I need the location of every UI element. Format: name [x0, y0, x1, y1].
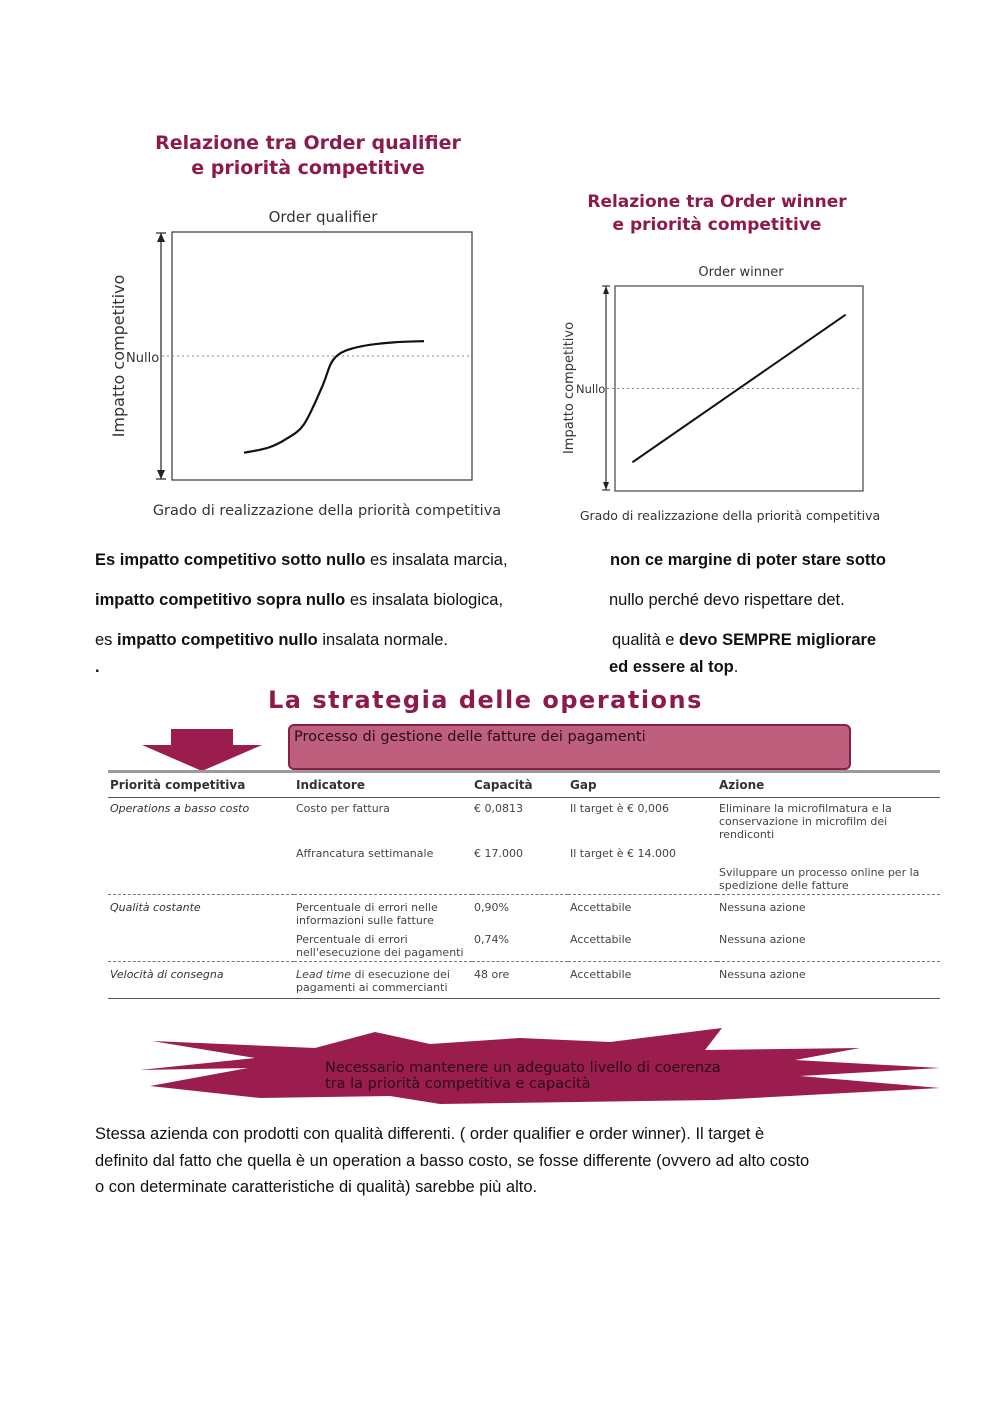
note-left-2-bold: impatto competitivo sopra nullo	[95, 591, 346, 609]
paragraph-line2: definito dal fatto che quella è un operation a basso costo, se fosse differente (ovvero ad alto costo	[95, 1151, 810, 1170]
chart1-title	[100, 131, 516, 181]
cell-action: Nessuna azione	[717, 895, 940, 930]
callout-line2: tra la priorità competitiva e capacità	[325, 1076, 591, 1092]
note-right-4-bold: ed essere al top	[609, 658, 734, 676]
chart1-x-axis-label: Grado di realizzazione della priorità competitiva	[152, 503, 502, 519]
cell-priority: Operations a basso costo	[110, 802, 250, 815]
note-right-3-bold: devo SEMPRE migliorare	[678, 631, 877, 649]
chart1-subtitle: Order qualifier	[268, 208, 378, 226]
cell-capacity: € 17.000	[474, 847, 523, 860]
callout-text	[325, 1060, 721, 1092]
note-left-1	[95, 549, 508, 571]
note-left-3-bold: impatto competitivo nullo	[117, 631, 318, 649]
note-right-2: nullo perché devo rispettare det.	[609, 591, 845, 609]
table-row	[108, 895, 940, 930]
cell-action: Eliminare la microfilmatura e la conservazione in microfilm dei rendiconti	[719, 802, 892, 841]
header-action: Azione	[717, 772, 940, 798]
cell-priority: Velocità di consegna	[108, 962, 294, 999]
cell-indicator: Percentuale di errori nell'esecuzione dei pagamenti	[296, 933, 464, 959]
note-left-2-rest: es insalata biologica,	[345, 591, 504, 609]
down-arrow-icon	[138, 729, 266, 771]
cell-indicator: Affrancatura settimanale	[296, 847, 434, 860]
callout-line1: Necessario mantenere un adeguato livello di coerenza	[325, 1060, 721, 1076]
note-left-3	[95, 629, 448, 651]
cell-priority	[108, 929, 294, 962]
paragraph-line3: o con determinate caratteristiche di qualità) sarebbe più alto.	[95, 1178, 538, 1196]
chart2-null-label: Nullo	[576, 382, 606, 396]
cell-gap: Accettabile	[568, 895, 717, 930]
table-header-row	[108, 772, 940, 798]
note-right-4	[609, 656, 738, 678]
note-left-4: .	[95, 658, 100, 676]
cell-indicator: Percentuale di errori nelle informazioni sulle fatture	[294, 895, 472, 930]
chart1-title-line2: e priorità competitive	[191, 157, 425, 179]
note-right-1-bold: non ce margine di poter stare sotto	[610, 551, 886, 569]
cell-indicator-emphasis: Lead time	[296, 968, 351, 981]
order-winner-chart	[555, 260, 895, 530]
chart1-title-line1: Relazione tra Order qualifier	[155, 132, 461, 154]
header-gap: Gap	[568, 772, 717, 798]
table-row	[108, 929, 940, 962]
cell-action	[717, 843, 940, 862]
cell-indicator: Costo per fattura	[296, 802, 390, 815]
cell-capacity: € 0,0813	[474, 802, 523, 815]
capacity-gap-table	[108, 770, 940, 999]
note-left-3-rest: insalata normale.	[317, 631, 449, 649]
cell-gap	[568, 862, 717, 895]
cell-priority	[108, 862, 294, 895]
cell-indicator	[294, 862, 472, 895]
process-label-box	[288, 724, 851, 770]
chart2-title	[553, 191, 881, 237]
chart1-y-axis-label: Impatto competitivo	[109, 274, 128, 438]
order-qualifier-chart	[100, 195, 520, 530]
cell-gap: Accettabile	[570, 933, 632, 946]
note-right-1	[610, 549, 886, 571]
cell-gap: Accettabile	[568, 962, 717, 999]
chart2-x-axis-label: Grado di realizzazione della priorità competitiva	[579, 508, 881, 523]
note-right-3	[612, 629, 876, 651]
table-row	[108, 843, 940, 862]
chart2-subtitle: Order winner	[698, 265, 784, 280]
cell-capacity	[472, 862, 568, 895]
cell-indicator-rest: di esecuzione dei pagamenti ai commercianti	[296, 968, 450, 994]
strategy-title: La strategia delle operations	[268, 686, 703, 714]
paragraph-line1: Stessa azienda con prodotti con qualità differenti. ( order qualifier e order winner). Il target è	[95, 1125, 765, 1143]
closing-paragraph	[95, 1121, 915, 1201]
note-left-1-rest: es insalata marcia,	[365, 551, 508, 569]
chart2-y-axis-label: Impatto competitivo	[562, 321, 577, 455]
note-left-3-pre: es	[95, 631, 118, 649]
note-left-1-bold: Es impatto competitivo sotto nullo	[95, 551, 366, 569]
note-right-4-end: .	[733, 658, 739, 676]
cell-capacity: 48 ore	[472, 962, 568, 999]
cell-action: Nessuna azione	[717, 962, 940, 999]
cell-gap: Il target è € 14.000	[570, 847, 676, 860]
cell-gap: Il target è € 0,006	[570, 802, 669, 815]
cell-action: Nessuna azione	[719, 933, 806, 946]
cell-capacity: 0,90%	[472, 895, 568, 930]
process-label: Processo di gestione delle fatture dei pagamenti	[294, 729, 646, 745]
header-indicator: Indicatore	[294, 772, 472, 798]
cell-capacity: 0,74%	[474, 933, 509, 946]
chart2-title-line1: Relazione tra Order winner	[587, 192, 847, 212]
note-right-3-pre: qualità e	[612, 631, 679, 649]
header-capacity: Capacità	[472, 772, 568, 798]
cell-action: Sviluppare un processo online per la spedizione delle fatture	[719, 866, 920, 892]
chart2-title-line2: e priorità competitive	[612, 215, 822, 235]
chart1-series-curve	[244, 341, 424, 453]
header-priority: Priorità competitiva	[108, 772, 294, 798]
table-row	[108, 862, 940, 895]
table-row	[108, 798, 940, 844]
note-left-2	[95, 589, 503, 611]
cell-indicator	[294, 962, 472, 999]
cell-priority	[108, 843, 294, 862]
chart1-null-label: Nullo	[126, 351, 160, 366]
cell-priority: Qualità costante	[108, 895, 294, 930]
table-row	[108, 962, 940, 999]
